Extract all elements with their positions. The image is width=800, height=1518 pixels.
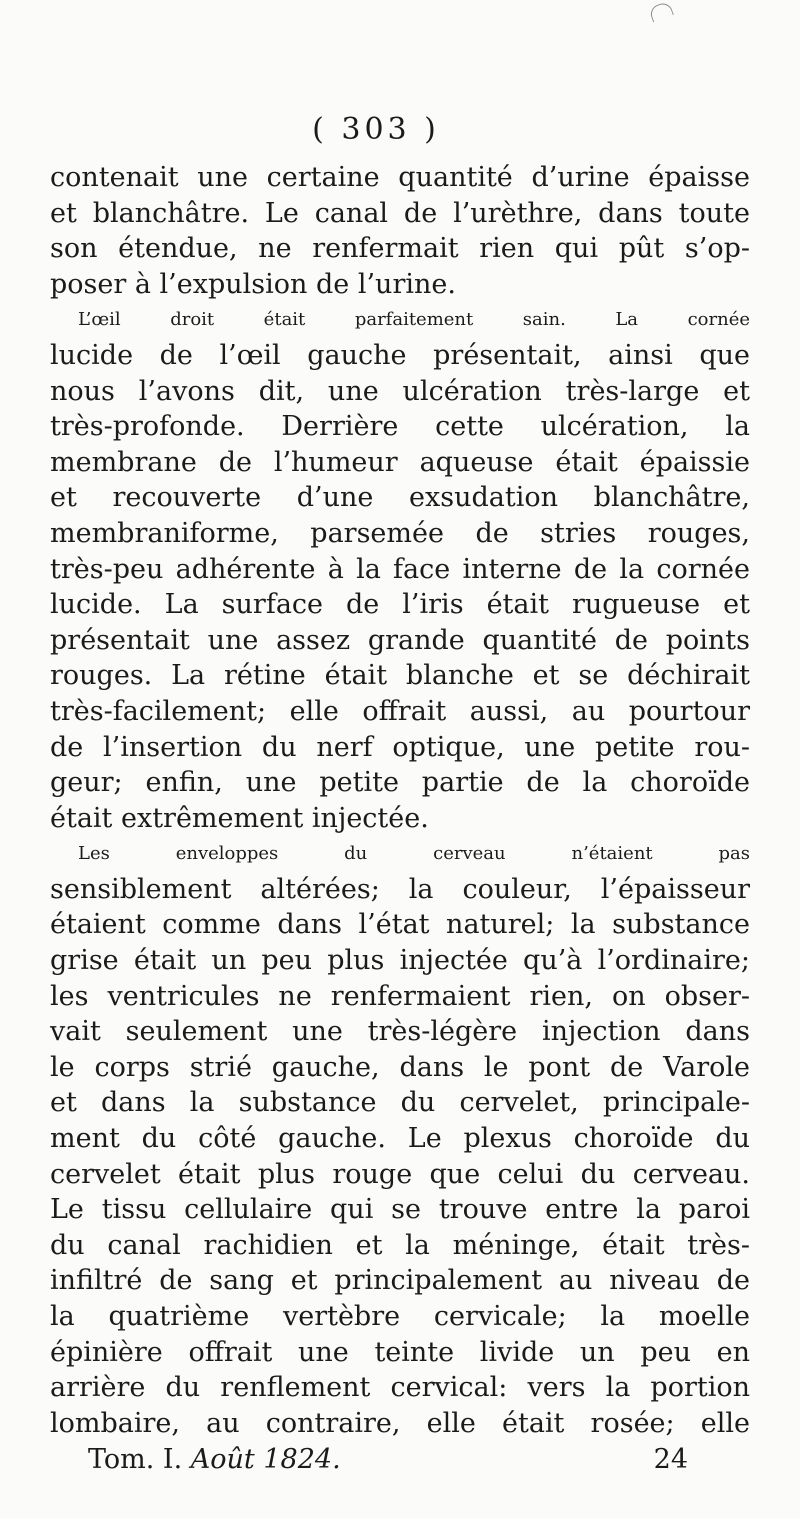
issue-date: Août 1824. — [190, 1444, 341, 1475]
text-line: très-peu adhérente à la face interne de la cornée — [50, 553, 750, 585]
text-line: les ventricules ne renfermaient rien, on obser- — [50, 980, 750, 1012]
text-line: et blanchâtre. Le canal de l’urèthre, dans toute — [50, 197, 750, 229]
text-line: le corps strié gauche, dans le pont de Varole — [50, 1051, 750, 1083]
corner-mark — [648, 1, 674, 23]
text-line: L’œil droit était parfaitement sain. La cornée — [78, 309, 750, 331]
text-line: Le tissu cellulaire qui se trouve entre la paroi — [50, 1194, 750, 1226]
text-line: et recouverte d’une exsudation blanchâtre, — [50, 482, 750, 514]
text-line: arrière du renflement cervical: vers la portion — [50, 1372, 750, 1404]
text-line: présentait une assez grande quantité de points — [50, 624, 750, 656]
text-line: épinière offrait une teinte livide un peu en — [50, 1336, 750, 1368]
text-line: très-profonde. Derrière cette ulcération, la — [50, 411, 750, 443]
text-line: membraniforme, parsemée de stries rouges, — [50, 517, 750, 549]
folio-number: 24 — [653, 1444, 688, 1475]
text-line: poser à l’expulsion de l’urine. — [50, 268, 456, 300]
text-line: grise était un peu plus injectée qu’à l’ordinaire; — [50, 945, 750, 977]
text-line: du canal rachidien et la méninge, était très- — [50, 1229, 750, 1261]
text-line: rouges. La rétine était blanche et se déchirait — [50, 660, 750, 692]
text-line: la quatrième vertèbre cervicale; la moelle — [50, 1301, 750, 1332]
text-line: membrane de l’humeur aqueuse était épaissie — [50, 446, 750, 478]
text-line: étaient comme dans l’état naturel; la substance — [50, 909, 750, 941]
signature-mark — [88, 1440, 341, 1480]
text-line: geur; enfin, une petite partie de la choroïde — [50, 767, 750, 799]
text-line: lombaire, au contraire, elle était rosée; elle — [50, 1407, 750, 1439]
text-line: très-facilement; elle offrait aussi, au pourtour — [50, 695, 750, 727]
body-text — [50, 160, 750, 1441]
text-line: nous l’avons dit, une ulcération très-large et — [50, 375, 750, 407]
text-line: ment du côté gauche. Le plexus choroïde du — [50, 1123, 750, 1155]
text-line: cervelet était plus rouge que celui du cerveau. — [50, 1158, 750, 1190]
text-line: lucide de l’œil gauche présentait, ainsi que — [50, 339, 750, 371]
text-line: était extrêmement injectée. — [50, 802, 429, 834]
text-line: sensiblement altérées; la couleur, l’épaisseur — [50, 873, 750, 905]
page-footer — [88, 1440, 688, 1480]
volume-label: Tom. I. — [88, 1444, 183, 1475]
text-line: de l’insertion du nerf optique, une petite rou- — [50, 731, 750, 763]
text-line: Les enveloppes du cerveau n’étaient pas — [78, 843, 750, 865]
text-line: son étendue, ne renfermait rien qui pût s’op- — [50, 233, 750, 265]
page-number: ( 303 ) — [312, 112, 440, 147]
text-line: et dans la substance du cervelet, principale- — [50, 1087, 750, 1119]
text-line: lucide. La surface de l’iris était rugueuse et — [50, 589, 750, 621]
text-line: infiltré de sang et principalement au niveau de — [50, 1265, 750, 1297]
text-line: vait seulement une très-légère injection dans — [50, 1016, 750, 1048]
text-line: contenait une certaine quantité d’urine épaisse — [50, 162, 750, 193]
